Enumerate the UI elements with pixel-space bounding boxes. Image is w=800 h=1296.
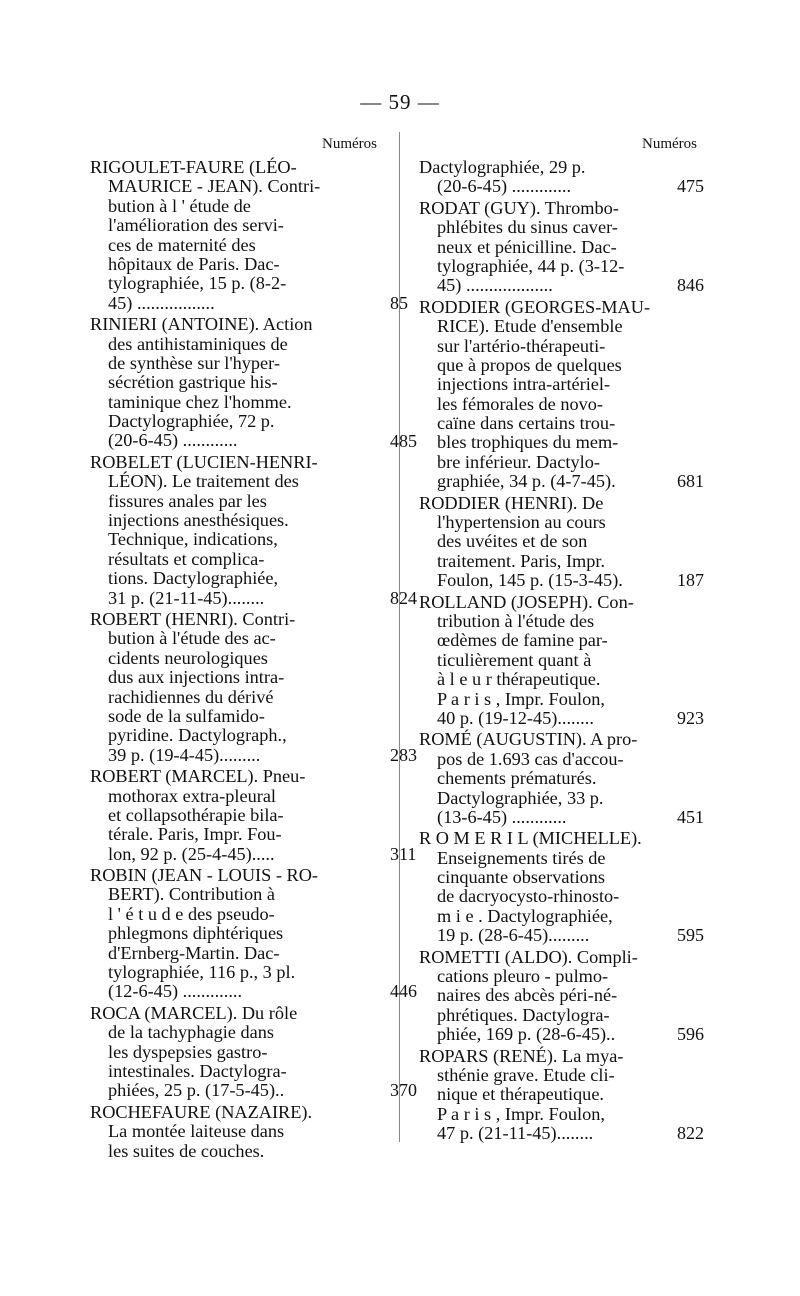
right-column — [419, 158, 703, 1146]
entry-line: (20-6-45) ............ — [108, 430, 238, 451]
entry-line: des uvéites et de son — [437, 531, 588, 552]
entry-line: naires des abcès péri-né- — [437, 985, 618, 1006]
entry-number: 311 — [390, 843, 417, 864]
entry-line: Foulon, 145 p. (15-3-45). — [437, 570, 623, 591]
index-entry — [90, 766, 417, 864]
index-entry — [90, 865, 417, 1002]
index-entry — [419, 298, 703, 492]
entry-line: graphiée, 34 p. (4-7-45). — [437, 471, 616, 492]
entry-line: phlébites du sinus caver- — [437, 217, 618, 238]
entry-line: bles trophiques du mem- — [437, 432, 619, 453]
entry-line: sthénie grave. Etude cli- — [437, 1064, 615, 1085]
entry-line: P a r i s , Impr. Foulon, — [437, 688, 605, 709]
entry-line: RIGOULET-FAURE (LÉO- — [90, 157, 297, 177]
entry-line: les dyspepsies gastro- — [108, 1041, 268, 1062]
entry-line: injections anesthésiques. — [108, 510, 289, 531]
entry-line: hôpitaux de Paris. Dac- — [108, 253, 280, 274]
entry-line: ces de maternité des — [108, 234, 256, 255]
index-entry — [419, 158, 703, 197]
entry-line: bution à l'étude des ac- — [108, 628, 276, 649]
entry-line: ROBIN (JEAN - LOUIS - RO- — [90, 865, 318, 886]
entry-line: l ' é t u d e des pseudo- — [108, 903, 275, 924]
index-entry — [90, 608, 417, 765]
entry-line: RODAT (GUY). Thrombo- — [419, 197, 619, 218]
page-number: — 59 — — [360, 90, 440, 114]
entry-line: de dacryocysto-rhinosto- — [437, 886, 620, 907]
entry-number: 846 — [677, 275, 704, 296]
entry-line: RODDIER (HENRI). De — [419, 492, 604, 513]
entry-line: œdèmes de famine par- — [437, 630, 608, 651]
entry-line: neux et pénicilline. Dac- — [437, 236, 617, 257]
index-entry — [419, 494, 703, 591]
entry-line: R O M E R I L (MICHELLE). — [419, 828, 642, 849]
entry-line: RINIERI (ANTOINE). Action — [90, 314, 313, 335]
entry-number: 85 — [390, 292, 408, 313]
entry-number: 370 — [390, 1080, 417, 1101]
entry-line: ROBELET (LUCIEN-HENRI- — [90, 451, 318, 472]
entry-line: résultats et complica- — [108, 548, 265, 569]
entry-line: Dactylographiée, 29 p. — [419, 157, 586, 177]
left-column — [90, 157, 417, 1163]
entry-line: m i e . Dactylographiée, — [437, 905, 613, 926]
index-entry — [419, 593, 703, 729]
entry-line: dus aux injections intra- — [108, 667, 285, 688]
entry-line: d'Ernberg-Martin. Dac- — [108, 942, 280, 963]
entry-line: P a r i s , Impr. Foulon, — [437, 1103, 605, 1124]
entry-line: cinquante observations — [437, 867, 606, 888]
index-entry — [419, 730, 703, 827]
entry-line: 40 p. (19-12-45)........ — [437, 707, 594, 728]
index-entry — [419, 1047, 703, 1144]
entry-line: Enseignements tirés de — [437, 847, 606, 868]
entry-line: 19 p. (28-6-45)......... — [437, 925, 590, 946]
entry-line: chements prématurés. — [437, 768, 597, 789]
index-entry — [90, 451, 417, 608]
entry-line: (13-6-45) ............ — [437, 806, 567, 827]
entry-line: La montée laiteuse dans — [108, 1121, 285, 1142]
entry-line: phrétiques. Dactylogra- — [437, 1004, 610, 1025]
entry-line: 45) ................. — [108, 292, 215, 313]
index-entry — [90, 1103, 374, 1161]
entry-line: phiées, 25 p. (17-5-45).. — [108, 1080, 285, 1101]
entry-line: phlegmons diphtériques — [108, 923, 284, 944]
entry-line: Technique, indications, — [108, 529, 278, 550]
entry-line: et collapsothérapie bila- — [108, 804, 284, 825]
entry-line: nique et thérapeutique. — [437, 1084, 605, 1105]
entry-line: tions. Dactylographiée, — [108, 568, 279, 589]
entry-line: ROMÉ (AUGUSTIN). A pro- — [419, 729, 638, 750]
entry-line: injections intra-artériel- — [437, 374, 611, 395]
entry-line: tylographiée, 44 p. (3-12- — [437, 255, 625, 276]
entry-line: l'amélioration des servi- — [108, 215, 284, 236]
entry-number: 824 — [390, 587, 417, 608]
entry-number: 485 — [390, 430, 417, 451]
entry-line: ROPARS (RENÉ). La mya- — [419, 1045, 624, 1066]
entry-line: phiée, 169 p. (28-6-45).. — [437, 1024, 616, 1045]
entry-line: taminique chez l'homme. — [108, 391, 292, 412]
entry-line: sur l'artério-thérapeuti- — [437, 335, 606, 356]
index-entry — [419, 829, 703, 945]
entry-line: pyridine. Dactylograph., — [108, 725, 287, 746]
entry-line: 45) ................... — [437, 275, 553, 296]
entry-line: ROCHEFAURE (NAZAIRE). — [90, 1101, 313, 1122]
entry-line: ROBERT (HENRI). Contri- — [90, 608, 296, 629]
column-header-right: Numéros — [642, 136, 697, 152]
entry-line: intestinales. Dactylogra- — [108, 1060, 287, 1081]
entry-line: rachidiennes du dérivé — [108, 686, 274, 707]
entry-line: de la tachyphagie dans — [108, 1022, 274, 1043]
entry-line: cations pleuro - pulmo- — [437, 966, 609, 987]
entry-line: tylographiée, 116 p., 3 pl. — [108, 962, 296, 983]
entry-line: 31 p. (21-11-45)........ — [108, 587, 265, 608]
entry-number: 595 — [677, 925, 704, 946]
entry-line: lon, 92 p. (25-4-45)..... — [108, 843, 275, 864]
entry-line: cidents neurologiques — [108, 647, 268, 668]
entry-number: 475 — [677, 176, 704, 197]
entry-line: pos de 1.693 cas d'accou- — [437, 748, 624, 769]
entry-line: (20-6-45) ............. — [437, 176, 572, 197]
entry-line: RODDIER (GEORGES-MAU- — [419, 296, 651, 317]
entry-line: ROBERT (MARCEL). Pneu- — [90, 766, 306, 787]
entry-number: 283 — [390, 744, 417, 765]
entry-line: les suites de couches. — [108, 1140, 265, 1161]
entry-number: 187 — [677, 570, 704, 591]
entry-line: mothorax extra-pleural — [108, 785, 277, 806]
entry-line: LÉON). Le traitement des — [108, 471, 299, 492]
entry-line: térale. Paris, Impr. Fou- — [108, 824, 282, 845]
entry-number: 596 — [677, 1024, 704, 1045]
entry-line: bre inférieur. Dactylo- — [437, 451, 600, 472]
entry-line: les fémorales de novo- — [437, 393, 603, 414]
index-entry — [90, 314, 417, 451]
entry-line: traitement. Paris, Impr. — [437, 550, 606, 571]
entry-number: 446 — [390, 981, 417, 1002]
index-entry — [419, 948, 703, 1045]
entry-number: 923 — [677, 707, 704, 728]
entry-line: 47 p. (21-11-45)........ — [437, 1123, 594, 1144]
entry-number: 822 — [677, 1123, 704, 1144]
index-entry — [90, 1002, 417, 1101]
entry-number: 451 — [677, 806, 704, 827]
entry-line: à l e u r thérapeutique. — [437, 669, 601, 690]
entry-line: MAURICE - JEAN). Contri- — [108, 176, 321, 197]
entry-line: Dactylographiée, 33 p. — [437, 787, 604, 808]
entry-line: BERT). Contribution à — [108, 884, 275, 905]
entry-line: l'hypertension au cours — [437, 512, 606, 533]
entry-line: sécrétion gastrique his- — [108, 372, 278, 393]
entry-line: tylographiée, 15 p. (8-2- — [108, 273, 287, 294]
entry-line: tribution à l'étude des — [437, 610, 595, 631]
index-entry — [419, 199, 703, 296]
entry-line: RICE). Etude d'ensemble — [437, 316, 623, 337]
entry-line: ROMETTI (ALDO). Compli- — [419, 946, 638, 967]
entry-line: bution à l ' étude de — [108, 195, 251, 216]
entry-line: (12-6-45) ............. — [108, 981, 243, 1002]
entry-line: ticulièrement quant à — [437, 649, 592, 670]
entry-line: sode de la sulfamido- — [108, 705, 265, 726]
entry-number: 681 — [677, 471, 704, 492]
entry-line: que à propos de quelques — [437, 354, 622, 375]
entry-line: Dactylographiée, 72 p. — [108, 411, 275, 432]
index-entry — [90, 157, 408, 313]
entry-line: fissures anales par les — [108, 490, 267, 511]
entry-line: ROLLAND (JOSEPH). Con- — [419, 591, 634, 612]
column-header-left: Numéros — [322, 136, 377, 152]
entry-line: 39 p. (19-4-45)......... — [108, 744, 261, 765]
entry-line: des antihistaminiques de — [108, 333, 288, 354]
entry-line: ROCA (MARCEL). Du rôle — [90, 1002, 298, 1023]
entry-line: de synthèse sur l'hyper- — [108, 352, 280, 373]
entry-line: caïne dans certains trou- — [437, 413, 616, 434]
